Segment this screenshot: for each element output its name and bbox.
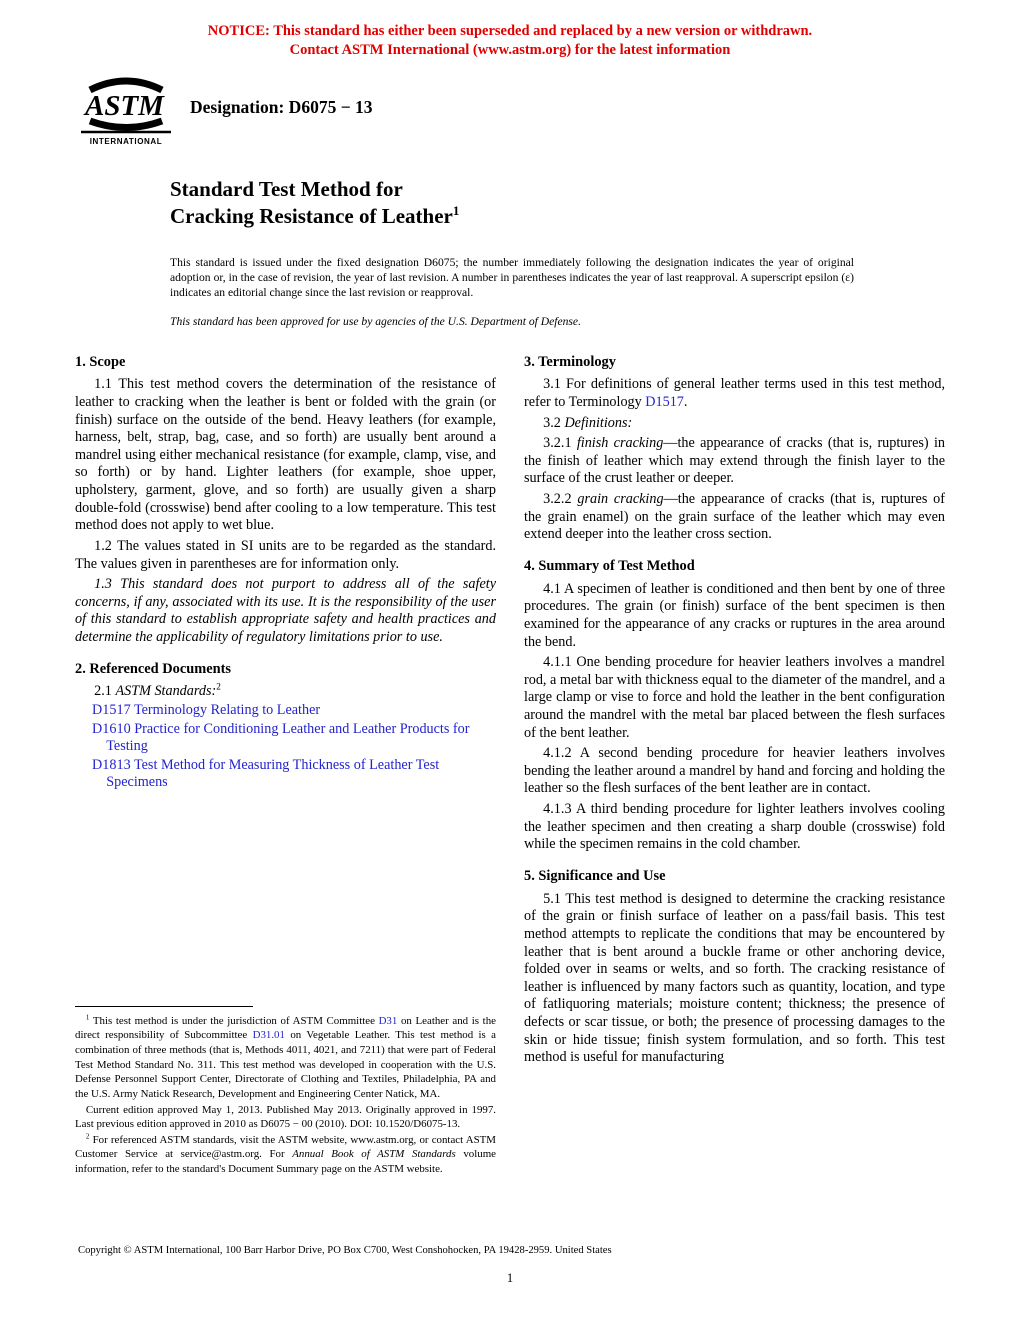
title-line-2	[170, 203, 1020, 230]
dod-approval-note: This standard has been approved for use by agencies of the U.S. Department of Defense.	[170, 314, 581, 328]
title-text: Cracking Resistance of Leather	[170, 204, 453, 229]
doc-link[interactable]: D1610 Practice for Conditioning Leather and Leather Products for Testing	[92, 720, 470, 755]
paragraph	[524, 654, 945, 742]
footnote	[75, 1103, 496, 1132]
text-run: 3.2.1	[543, 435, 577, 452]
paragraph	[524, 415, 945, 433]
paragraph	[524, 376, 945, 411]
right-column	[524, 354, 945, 1177]
section-heading: 2. Referenced Documents	[75, 660, 231, 677]
text-run: 1.1 This test method covers the determination of the resistance of leather to cracking when the leather is bent or folded with the grain (or finish) surface on the outside of the bend. Heavy leathers (for example, harness, belt, strap, bag, case, and so forth) are usually bent around a mandrel using either mechanical resistance (for example, clamp, vise, and so forth) or by hand. Lighter leathers (for example, shoe upper, upholstery, garment, glove, and so forth) are usually given a sharp double-fold (crosswise) bend after cooling to a low temperature. This test method does not apply to wet blue.	[75, 376, 496, 534]
text-run: 1.2 The values stated in SI units are to be regarded as the standard. The values given in parentheses are for information only.	[75, 537, 496, 572]
right-column-sections	[524, 354, 945, 1067]
paragraph	[75, 683, 496, 701]
content-columns	[75, 354, 945, 1177]
text-run: on Vegetable Leather. This test method is a combination of three methods (that is, Methods 4011, 4021, and 7211) that were part of Federal Test Method Standard No. 311. This test method was developed in cooperation with the U.S. Defense Personnel Support Center, Directorate of Clothing and Textiles, Philadelphia, PA and the U.S. Army Natick Research, Development and Engineering Center Natick, MA.	[75, 1029, 496, 1100]
doc-link[interactable]: D1517	[645, 394, 684, 411]
doc-link[interactable]: D1517 Terminology Relating to Leather	[92, 702, 321, 719]
text-run: finish cracking	[576, 435, 664, 452]
footnote	[75, 1133, 496, 1177]
text-run: This test method is under the jurisdiction of ASTM Committee	[89, 1014, 379, 1027]
text-run: 3.1 For definitions of general leather terms used in this test method, refer to Terminology	[524, 376, 945, 411]
text-run: 1.3 This standard does not purport to address all of the safety concerns, if any, associated with its use. It is the responsibility of the user of this standard to establish appropriate safety and health practices and determine the applicability of regulatory limitations prior to use.	[75, 576, 496, 645]
text-run: 2.1	[94, 683, 116, 700]
paragraph	[524, 491, 945, 544]
text-run: Definitions:	[564, 414, 633, 431]
doc-link[interactable]: D31.01	[252, 1029, 285, 1042]
astm-logo	[78, 77, 174, 146]
astm-logo-subtext: INTERNATIONAL	[89, 137, 163, 147]
title-line-1: Standard Test Method for	[170, 177, 403, 202]
doc-link[interactable]: D1813 Test Method for Measuring Thickness of Leather Test Specimens	[92, 756, 440, 791]
text-run: 4.1.1 One bending procedure for heavier leathers involves a mandrel rod, a metal bar with thickness equal to the diameter of the mandrel, and a large clamp or vise to force and hold the leather in the bent configuration around the mandrel with the metal bar placed between the flesh surfaces of the bent leather.	[524, 654, 945, 741]
copyright-line: Copyright © ASTM International, 100 Barr Harbor Drive, PO Box C700, West Conshohocken, PA 19428-2959. United States	[78, 1245, 612, 1256]
paragraph	[75, 576, 496, 646]
text-run: —the appearance of cracks (that is, ruptures) in the finish of leather which may extend through the finish layer to the surface of the crust leather or deeper.	[524, 435, 945, 487]
referenced-document-item	[75, 721, 496, 756]
text-run: grain cracking	[577, 491, 664, 508]
document-title	[170, 176, 1020, 231]
paragraph	[524, 435, 945, 488]
footnote	[75, 1014, 496, 1102]
text-run: Current edition approved May 1, 2013. Published May 2013. Originally approved in 1997. Last previous edition approved in 2010 as D6075 − 00 (2010). DOI: 10.1520/D6075-13.	[75, 1103, 496, 1131]
text-run: 4.1.2 A second bending procedure for heavier leathers involves bending the leather around a mandrel by hand and forcing and holding the leather so the flesh surfaces of the bent leather are in contact.	[524, 745, 945, 797]
title-footnote-ref: 1	[452, 203, 460, 219]
footnote-rule	[75, 1006, 253, 1007]
referenced-document-item	[75, 702, 496, 720]
text-run: .	[683, 394, 688, 411]
referenced-document-item	[75, 757, 496, 792]
doc-link[interactable]: D31	[378, 1014, 398, 1027]
astm-logo-icon	[81, 77, 171, 135]
section-heading: 1. Scope	[75, 353, 126, 370]
svg-text:ASTM: ASTM	[85, 90, 164, 123]
paragraph	[75, 538, 496, 573]
notice-line-1: NOTICE: This standard has either been superseded and replaced by a new version or withdrawn.	[207, 23, 813, 39]
paragraph	[524, 581, 945, 651]
text-run: ASTM Standards:	[115, 683, 217, 700]
text-run: 4.1.3 A third bending procedure for lighter leathers involves cooling the leather specimen and then creating a sharp double (crosswise) fold while the specimen remains in the cold chamber.	[524, 801, 945, 853]
text-run: 5.1 This test method is designed to determine the cracking resistance of the grain or finish surface of leather on a pass/fail basis. This test method attempts to replicate the conditions that may be encountered by leather that is bent around a buckle frame or other anchoring device, folded over in seams or welts, and so forth. The cracking resistance of leather is influenced by many factors such as quantity, location, and type of fatliquoring materials; moisture content; thickness; the presence of defects or scar tissue, or both; the presence of processing damages to the skin or hide tissue; finish system formulation, and so forth. This test method is useful for manufacturing	[524, 890, 945, 1066]
text-run: 1	[85, 1013, 90, 1022]
notice-line-2: Contact ASTM International (www.astm.org) for the latest information	[289, 41, 731, 58]
notice-banner	[0, 22, 1020, 59]
left-column	[75, 354, 496, 1177]
header	[78, 77, 1020, 146]
section-heading: 5. Significance and Use	[524, 867, 666, 884]
text-run: volume information, refer to the standard's Document Summary page on the ASTM website.	[75, 1148, 497, 1175]
text-run: 3.2.2	[543, 491, 578, 508]
designation: Designation: D6075 − 13	[190, 97, 373, 118]
text-run: —the appearance of cracks (that is, ruptures of the grain enamel) on the grain surface of the leather which may even extend deeper into the leather cross section.	[524, 491, 945, 543]
text-run: 2	[85, 1132, 90, 1141]
section-heading: 4. Summary of Test Method	[524, 557, 695, 574]
paragraph	[524, 745, 945, 798]
footnote-block	[75, 1014, 496, 1177]
section-heading: 3. Terminology	[524, 353, 616, 370]
text-run: 2	[216, 681, 221, 692]
paragraph	[524, 891, 945, 1067]
paragraph	[524, 801, 945, 854]
text-run: For referenced ASTM standards, visit the ASTM website, www.astm.org, or contact ASTM Customer Service at service@astm.org. For	[75, 1133, 496, 1161]
paragraph	[75, 376, 496, 534]
text-run: on Leather and is the direct responsibility of Subcommittee	[75, 1014, 496, 1042]
issuance-note: This standard is issued under the fixed designation D6075; the number immediately following the designation indicates the year of original adoption or, in the case of revision, the year of last revision. A number in parentheses indicates the year of last reapproval. A superscript epsilon (ε) indicates an editorial change since the last revision or reapproval.	[170, 255, 854, 300]
text-run: 3.2	[543, 414, 565, 431]
text-run: 4.1 A specimen of leather is conditioned and then bent by one of three procedures. The grain (or finish) surface of the bent specimen is then examined for the appearance of any cracks or ruptures in the area around the bend.	[524, 580, 945, 650]
footnote-area	[75, 996, 496, 1177]
left-column-sections	[75, 354, 496, 793]
text-run: Annual Book of ASTM Standards	[292, 1148, 456, 1161]
page-number: 1	[506, 1271, 514, 1285]
